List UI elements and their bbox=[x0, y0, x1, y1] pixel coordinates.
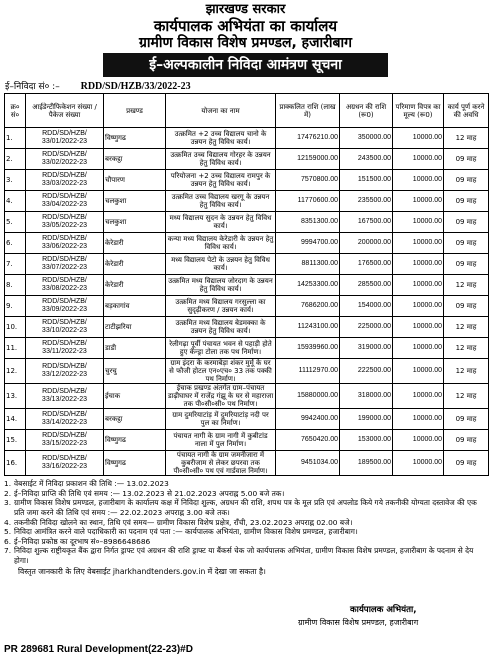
cell-ref: RDD/SD/HZB/ 33/11/2022-23 bbox=[26, 338, 104, 359]
cell-emd: 318000.00 bbox=[340, 384, 393, 409]
cell-block: चलकुशा bbox=[104, 212, 166, 233]
table-row bbox=[5, 275, 489, 296]
table-row bbox=[5, 233, 489, 254]
notice-header bbox=[0, 3, 491, 51]
cell-boq: 10000.00 bbox=[393, 384, 444, 409]
cell-scheme: ग्राम इंदरा के करमाबेड़ा शंकर मुर्मू के घर से फौजी होटल एन०एच० 33 तक पक्की पथ निर्माण। bbox=[166, 359, 276, 384]
term-text: वेबसाईट में निविदा प्रकाशन की तिथि :— 13.02.2023 bbox=[14, 479, 169, 489]
cell-period: 09 माह bbox=[444, 430, 489, 451]
table-row bbox=[5, 128, 489, 149]
cell-ref: RDD/SD/HZB/ 33/13/2022-23 bbox=[26, 384, 104, 409]
pr-number: PR 289681 Rural Development(22-23)#D bbox=[4, 644, 193, 655]
cell-block: टाटीझरिया bbox=[104, 317, 166, 338]
cell-cost: 8811300.00 bbox=[276, 254, 340, 275]
cell-emd: 225000.00 bbox=[340, 317, 393, 338]
cell-boq: 10000.00 bbox=[393, 170, 444, 191]
cell-cost: 17476210.00 bbox=[276, 128, 340, 149]
table-row bbox=[5, 191, 489, 212]
cell-sn: 10. bbox=[5, 317, 26, 338]
cell-scheme: उत्क्रमित मध्य विद्यालय जोरदाग के उन्नयन हेतु विविध कार्य। bbox=[166, 275, 276, 296]
cell-scheme: कन्या मध्य विद्यालय केरेडारी के उन्नयन हेतु विविध कार्य। bbox=[166, 233, 276, 254]
term-number: 3. bbox=[4, 498, 12, 508]
cell-ref: RDD/SD/HZB/ 33/08/2022-23 bbox=[26, 275, 104, 296]
cell-cost: 15880000.00 bbox=[276, 384, 340, 409]
cell-sn: 9. bbox=[5, 296, 26, 317]
col-header-block: प्रखण्ड bbox=[104, 94, 166, 128]
cell-block: केरेडारी bbox=[104, 233, 166, 254]
term-text: निविदा शुल्क राष्ट्रीयकृत बैंक द्वारा निर्गत ड्राफ्ट एवं अग्रधन की राशि ड्राफ्ट या बैंकर्स चेक जो कार्यपालक अभियंता, ग्रामीण विकास विशेष प्रमण्डल, हजारीबाग के पदनाम से देय होगा। bbox=[14, 546, 474, 566]
table-row bbox=[5, 317, 489, 338]
cell-emd: 243500.00 bbox=[340, 149, 393, 170]
cell-scheme: उत्क्रमित उच्च विद्यालय खरगू के उन्नयन हेतु विविध कार्य। bbox=[166, 191, 276, 212]
cell-cost: 9942400.00 bbox=[276, 409, 340, 430]
table-row bbox=[5, 430, 489, 451]
office-name: कार्यपालक अभियंता का कार्यालय bbox=[153, 16, 338, 35]
cell-block: चुरचु bbox=[104, 359, 166, 384]
table-row bbox=[5, 170, 489, 191]
term-item bbox=[4, 537, 487, 547]
cell-period: 09 माह bbox=[444, 191, 489, 212]
cell-ref: RDD/SD/HZB/ 33/06/2022-23 bbox=[26, 233, 104, 254]
cell-period: 12 माह bbox=[444, 317, 489, 338]
cell-boq: 10000.00 bbox=[393, 359, 444, 384]
cell-ref: RDD/SD/HZB/ 33/07/2022-23 bbox=[26, 254, 104, 275]
cell-block: विष्णुगढ bbox=[104, 128, 166, 149]
table-row bbox=[5, 359, 489, 384]
cell-period: 12 माह bbox=[444, 275, 489, 296]
cell-cost: 9451034.00 bbox=[276, 451, 340, 476]
col-header-ref: आईडेन्टीफिकेशन संख्या / पैकेज संख्या bbox=[26, 94, 104, 128]
cell-ref: RDD/SD/HZB/ 33/05/2022-23 bbox=[26, 212, 104, 233]
cell-scheme: उत्क्रमित मध्य विद्यालय बेडमक्का के उन्नयन हेतु विविध कार्य। bbox=[166, 317, 276, 338]
cell-period: 09 माह bbox=[444, 296, 489, 317]
table-header-row bbox=[5, 94, 489, 128]
division-name: ग्रामीण विकास विशेष प्रमण्डल, हजारीबाग bbox=[138, 35, 352, 52]
cell-block: बरकट्ठा bbox=[104, 149, 166, 170]
cell-boq: 10000.00 bbox=[393, 338, 444, 359]
term-number: 7. bbox=[4, 546, 12, 556]
term-number: 5. bbox=[4, 527, 12, 537]
cell-scheme: उत्क्रमित +2 उच्च विद्यालय चानो के उन्नयन हेतु विविध कार्य। bbox=[166, 128, 276, 149]
cell-block: केरेडारी bbox=[104, 254, 166, 275]
cell-emd: 151500.00 bbox=[340, 170, 393, 191]
cell-sn: 12. bbox=[5, 359, 26, 384]
cell-emd: 176500.00 bbox=[340, 254, 393, 275]
cell-block: बरकट्ठा bbox=[104, 409, 166, 430]
cell-period: 12 माह bbox=[444, 338, 489, 359]
term-text: ग्रामीण विकास विशेष प्रमण्डल, हजारीबाग के कार्यालय कक्ष में निविदा शुल्क, अग्रधन की राशि, शपथ पत्र के मूल प्रति एवं अपलोड किये गये तकनीकी योग्यता दस्तावेज की एक प्रति जमा करने की तिथि एवं समय :— 22.02.2023 अपराह्न 3.00 बजे तक। bbox=[14, 498, 477, 518]
govt-name: झारखण्ड सरकार bbox=[205, 2, 286, 17]
cell-period: 09 माह bbox=[444, 149, 489, 170]
cell-block: डाडी bbox=[104, 338, 166, 359]
cell-ref: RDD/SD/HZB/ 33/03/2022-23 bbox=[26, 170, 104, 191]
table-row bbox=[5, 409, 489, 430]
col-header-sn: क्र० सं० bbox=[5, 94, 26, 128]
notice-title-banner: ई–अल्पकालीन निविदा आमंत्रण सूचना bbox=[103, 53, 388, 77]
cell-cost: 11112970.00 bbox=[276, 359, 340, 384]
term-number: 4. bbox=[4, 517, 12, 527]
term-item bbox=[4, 546, 487, 565]
table-row bbox=[5, 254, 489, 275]
cell-boq: 10000.00 bbox=[393, 275, 444, 296]
cell-boq: 10000.00 bbox=[393, 212, 444, 233]
cell-scheme: रेलीगढ़ा पूर्वी पंचायत भवन से पहाड़ी होते हुए कॅन्ड्रा टोला तक पथ निर्माण। bbox=[166, 338, 276, 359]
cell-sn: 3. bbox=[5, 170, 26, 191]
cell-sn: 5. bbox=[5, 212, 26, 233]
cell-ref: RDD/SD/HZB/ 33/09/2022-23 bbox=[26, 296, 104, 317]
tender-table bbox=[4, 93, 489, 476]
cell-emd: 167500.00 bbox=[340, 212, 393, 233]
cell-boq: 10000.00 bbox=[393, 451, 444, 476]
table-body bbox=[5, 128, 489, 476]
term-text: ई–निविदा प्रकोष्ठ का दूरभाष सं०–8986648686 bbox=[14, 536, 151, 546]
cell-cost: 8351300.00 bbox=[276, 212, 340, 233]
term-number: 6. bbox=[4, 536, 12, 546]
tender-number-value: RDD/SD/HZB/33/2022-23 bbox=[80, 81, 191, 93]
cell-block: बड़कागांव bbox=[104, 296, 166, 317]
table-row bbox=[5, 149, 489, 170]
term-item bbox=[4, 489, 487, 499]
term-item bbox=[4, 518, 487, 528]
table-row bbox=[5, 338, 489, 359]
cell-scheme: उत्क्रमित उच्च विद्यालय गोरहर के उन्नयन हेतु विविध कार्य। bbox=[166, 149, 276, 170]
cell-cost: 7650420.00 bbox=[276, 430, 340, 451]
tender-number-label: ई–निविदा सं० :– bbox=[5, 82, 60, 93]
cell-boq: 10000.00 bbox=[393, 149, 444, 170]
table-row bbox=[5, 384, 489, 409]
col-header-cost: प्राक्कलित राशि (लाख में) bbox=[276, 94, 340, 128]
term-text: तकनीकी निविदा खोलने का स्थान, तिथि एवं समय— ग्रामीण विकास विशेष प्रक्षेत्र, राँची, 23.02.2023 अपराह्न 02.00 बजे। bbox=[14, 517, 353, 527]
cell-boq: 10000.00 bbox=[393, 254, 444, 275]
signature-office: ग्रामीण विकास विशेष प्रमण्डल, हजारीबाग bbox=[298, 618, 419, 627]
cell-sn: 16. bbox=[5, 451, 26, 476]
cell-block: चौपारण bbox=[104, 170, 166, 191]
cell-sn: 11. bbox=[5, 338, 26, 359]
cell-cost: 9994700.00 bbox=[276, 233, 340, 254]
cell-emd: 200000.00 bbox=[340, 233, 393, 254]
cell-emd: 199000.00 bbox=[340, 409, 393, 430]
term-item bbox=[4, 498, 487, 517]
term-text: ई–निविदा प्राप्ति की तिथि एवं समय :— 13.02.2023 से 21.02.2023 अपराह्न 5.00 बजे तक। bbox=[14, 488, 285, 498]
cell-sn: 2. bbox=[5, 149, 26, 170]
cell-scheme: ईचाक प्रखण्ड अंतर्गत ग्राम–पंचायत डाढ़ीघाघर में राजेंद्र गंझू के घर से महाराजा तक पी०सी०सी० पथ निर्माण। bbox=[166, 384, 276, 409]
cell-cost: 11243100.00 bbox=[276, 317, 340, 338]
cell-scheme: पंचायत नागी के ग्राम जमनीजारा में कुबरीजाम से लेकर छपरवा तक पी०सी०सी० पथ एवं गार्डवाल निर्माण। bbox=[166, 451, 276, 476]
col-header-period: कार्य पूर्ण करने की अवधि bbox=[444, 94, 489, 128]
cell-scheme: पंचायत नागी के ग्राम नागी में कुबीटांड नाला में पुल निर्माण। bbox=[166, 430, 276, 451]
cell-boq: 10000.00 bbox=[393, 233, 444, 254]
cell-emd: 285500.00 bbox=[340, 275, 393, 296]
cell-scheme: मध्य विद्यालय पेटो के उन्नयन हेतु विविध कार्य। bbox=[166, 254, 276, 275]
cell-period: 09 माह bbox=[444, 212, 489, 233]
cell-ref: RDD/SD/HZB/ 33/15/2022-23 bbox=[26, 430, 104, 451]
cell-sn: 7. bbox=[5, 254, 26, 275]
cell-scheme: मध्य विद्यालय सुदन के उन्नयन हेतु विविध कार्य। bbox=[166, 212, 276, 233]
cell-emd: 235500.00 bbox=[340, 191, 393, 212]
cell-emd: 154000.00 bbox=[340, 296, 393, 317]
cell-scheme: ग्राम दुमरियाटांड़ में दुमरियाटांड़ नदी पर पुल का निर्माण। bbox=[166, 409, 276, 430]
cell-cost: 14253300.00 bbox=[276, 275, 340, 296]
cell-sn: 15. bbox=[5, 430, 26, 451]
cell-ref: RDD/SD/HZB/ 33/02/2022-23 bbox=[26, 149, 104, 170]
cell-period: 09 माह bbox=[444, 233, 489, 254]
cell-boq: 10000.00 bbox=[393, 296, 444, 317]
cell-block: ईचाक bbox=[104, 384, 166, 409]
cell-scheme: परियोजना +2 उच्च विद्यालय रामपुर के उन्नयन हेतु विविध कार्य। bbox=[166, 170, 276, 191]
cell-boq: 10000.00 bbox=[393, 430, 444, 451]
terms-list bbox=[4, 479, 487, 565]
cell-period: 12 माह bbox=[444, 359, 489, 384]
cell-block: चलकुशा bbox=[104, 191, 166, 212]
cell-period: 12 माह bbox=[444, 128, 489, 149]
cell-period: 09 माह bbox=[444, 409, 489, 430]
cell-emd: 319000.00 bbox=[340, 338, 393, 359]
cell-emd: 350000.00 bbox=[340, 128, 393, 149]
cell-period: 12 माह bbox=[444, 384, 489, 409]
cell-cost: 12159000.00 bbox=[276, 149, 340, 170]
cell-block: केरेडारी bbox=[104, 275, 166, 296]
cell-ref: RDD/SD/HZB/ 33/04/2022-23 bbox=[26, 191, 104, 212]
table-row bbox=[5, 296, 489, 317]
cell-sn: 13. bbox=[5, 384, 26, 409]
cell-period: 09 माह bbox=[444, 170, 489, 191]
cell-cost: 15939960.00 bbox=[276, 338, 340, 359]
cell-boq: 10000.00 bbox=[393, 191, 444, 212]
cell-cost: 11770600.00 bbox=[276, 191, 340, 212]
term-text: निविदा आमंत्रित करने वाले पदाधिकारी का पदनाम एवं पता :— कार्यपालक अभियंता, ग्रामीण विकास विशेष प्रमण्डल, हजारीबाग। bbox=[14, 527, 358, 537]
cell-ref: RDD/SD/HZB/ 33/14/2022-23 bbox=[26, 409, 104, 430]
cell-period: 09 माह bbox=[444, 451, 489, 476]
signature-title: कार्यपालक अभियंता, bbox=[350, 605, 417, 615]
cell-sn: 4. bbox=[5, 191, 26, 212]
website-note: विस्तृत जानकारी के लिए वेबसाईट jharkhandtenders.gov.in में देखा जा सकता है। bbox=[18, 566, 266, 576]
cell-ref: RDD/SD/HZB/ 33/16/2022-23 bbox=[26, 451, 104, 476]
cell-boq: 10000.00 bbox=[393, 128, 444, 149]
cell-block: विष्णुगढ bbox=[104, 430, 166, 451]
term-number: 2. bbox=[4, 488, 12, 498]
cell-ref: RDD/SD/HZB/ 33/12/2022-23 bbox=[26, 359, 104, 384]
cell-block: विष्णुगढ bbox=[104, 451, 166, 476]
cell-boq: 10000.00 bbox=[393, 409, 444, 430]
table-row bbox=[5, 212, 489, 233]
cell-ref: RDD/SD/HZB/ 33/10/2022-23 bbox=[26, 317, 104, 338]
col-header-scheme: योजना का नाम bbox=[166, 94, 276, 128]
cell-ref: RDD/SD/HZB/ 33/01/2022-23 bbox=[26, 128, 104, 149]
cell-boq: 10000.00 bbox=[393, 317, 444, 338]
term-number: 1. bbox=[4, 479, 12, 489]
cell-scheme: उत्क्रमित मध्य विद्यालय गरसुल्ला का सुदृढ़ीकरण / उन्नयन कार्य। bbox=[166, 296, 276, 317]
table-row bbox=[5, 451, 489, 476]
cell-emd: 153000.00 bbox=[340, 430, 393, 451]
tender-number bbox=[5, 79, 491, 92]
cell-cost: 7686200.00 bbox=[276, 296, 340, 317]
cell-cost: 7570800.00 bbox=[276, 170, 340, 191]
cell-emd: 189500.00 bbox=[340, 451, 393, 476]
cell-sn: 1. bbox=[5, 128, 26, 149]
cell-sn: 8. bbox=[5, 275, 26, 296]
col-header-emd: अग्रधन की राशि (रू0) bbox=[340, 94, 393, 128]
cell-sn: 14. bbox=[5, 409, 26, 430]
cell-sn: 6. bbox=[5, 233, 26, 254]
cell-emd: 222500.00 bbox=[340, 359, 393, 384]
term-item bbox=[4, 479, 487, 489]
col-header-boq: परिमाण विपत्र का मूल्य (रू0) bbox=[393, 94, 444, 128]
cell-period: 09 माह bbox=[444, 254, 489, 275]
term-item bbox=[4, 527, 487, 537]
